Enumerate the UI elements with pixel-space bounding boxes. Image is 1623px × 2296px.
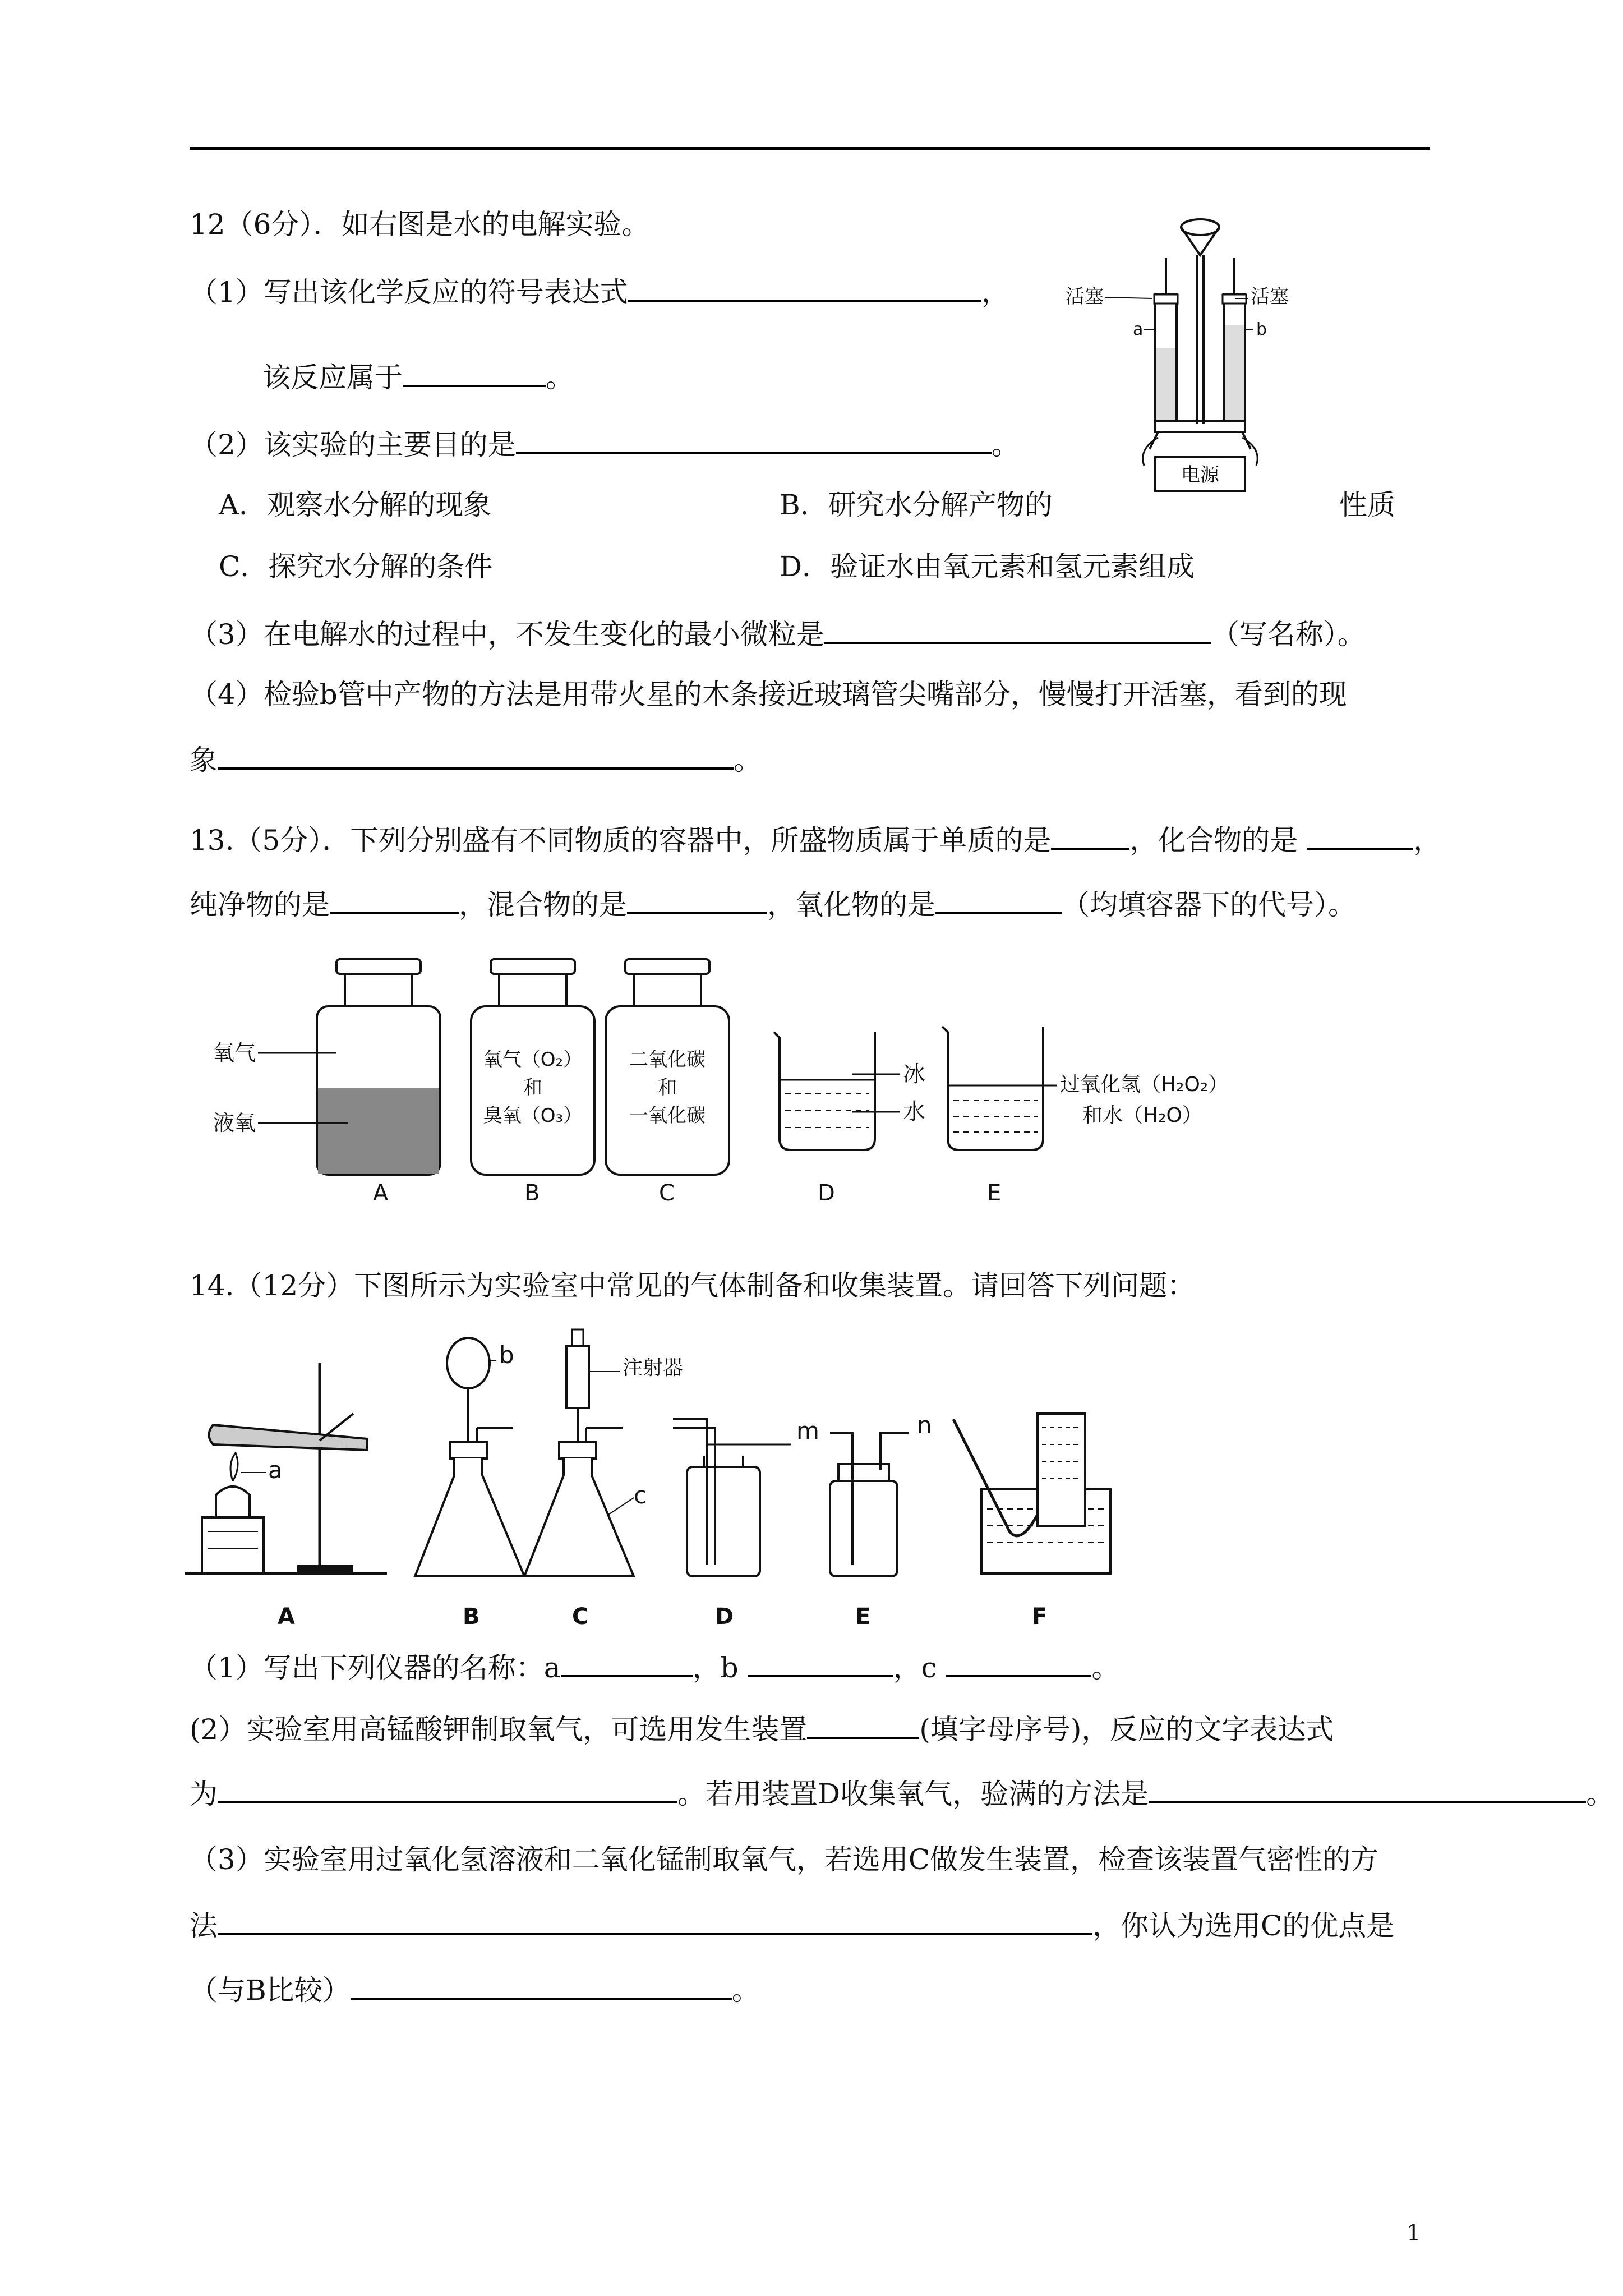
q12-part1: （1）写出该化学反应的符号表达式 ， bbox=[190, 274, 1009, 309]
container-b bbox=[471, 959, 594, 1206]
q12-part2: （2）该实验的主要目的是 。 bbox=[190, 426, 1020, 462]
svg-text:A: A bbox=[373, 1180, 389, 1206]
svg-text:液氧: 液氧 bbox=[213, 1111, 256, 1135]
q14-blank-device[interactable] bbox=[807, 1711, 919, 1739]
svg-text:F: F bbox=[1032, 1604, 1048, 1630]
q14-blank-equation[interactable] bbox=[218, 1775, 677, 1803]
q14-blank-airtight[interactable] bbox=[218, 1907, 1092, 1935]
tube-a-label: a bbox=[1133, 320, 1144, 339]
q12-option-a: A．观察水分解的现象 bbox=[219, 489, 492, 521]
q13-blank-compound[interactable] bbox=[1307, 822, 1413, 850]
apparatus-b bbox=[415, 1338, 524, 1630]
container-d bbox=[774, 1032, 925, 1206]
electrolysis-figure bbox=[1060, 202, 1295, 505]
svg-text:n: n bbox=[917, 1411, 932, 1439]
valve-left-label: 活塞 bbox=[1066, 286, 1104, 308]
svg-text:C: C bbox=[572, 1604, 589, 1630]
header-rule bbox=[190, 147, 1430, 150]
q14-blank-check-full[interactable] bbox=[1149, 1775, 1586, 1803]
container-a bbox=[213, 959, 440, 1206]
apparatus-c bbox=[524, 1329, 683, 1630]
q12-option-c: C．探究水分解的条件 bbox=[219, 550, 493, 583]
q13-blank-mixture[interactable] bbox=[627, 886, 767, 914]
apparatus-d bbox=[673, 1419, 791, 1630]
q12-part4-cont: 象 。 bbox=[190, 742, 762, 777]
svg-text:二氧化碳: 二氧化碳 bbox=[629, 1048, 706, 1071]
q14-blank-b[interactable] bbox=[748, 1649, 893, 1677]
svg-text:注射器: 注射器 bbox=[623, 1356, 684, 1379]
q13-line1: 13.（5分）．下列分别盛有不同物质的容器中，所盛物质属于单质的是 ，化合物的是 ， bbox=[190, 822, 1441, 857]
q14-part2: (2）实验室用高锰酸钾制取氧气，可选用发生装置 (填字母序号)，反应的文字表达式 bbox=[190, 1711, 1334, 1746]
apparatus-figure bbox=[185, 1329, 1150, 1644]
svg-text:C: C bbox=[659, 1180, 675, 1206]
containers-figure bbox=[208, 954, 1262, 1212]
q14-title: 14.（12分）下图所示为实验室中常见的气体制备和收集装置。请回答下列问题： bbox=[190, 1269, 1196, 1302]
svg-text:A: A bbox=[278, 1604, 295, 1630]
svg-text:氧气（O₂）: 氧气（O₂） bbox=[483, 1048, 583, 1071]
q14-part3-end: （与B比较） 。 bbox=[190, 1972, 760, 2007]
q12-p4-blank[interactable] bbox=[218, 742, 734, 770]
svg-text:B: B bbox=[524, 1180, 540, 1206]
q14-blank-c[interactable] bbox=[946, 1649, 1091, 1677]
svg-text:一氧化碳: 一氧化碳 bbox=[629, 1105, 706, 1127]
q14-blank-a[interactable] bbox=[561, 1649, 693, 1677]
q13-blank-pure[interactable] bbox=[330, 886, 459, 914]
q12-part3: （3）在电解水的过程中，不发生变化的最小微粒是 （写名称）。 bbox=[190, 616, 1366, 651]
svg-text:和: 和 bbox=[658, 1076, 677, 1099]
q14-part3-cont: 法 ，你认为选用C的优点是 bbox=[190, 1907, 1394, 1943]
container-c bbox=[606, 959, 729, 1206]
svg-text:m: m bbox=[796, 1417, 819, 1444]
q13-blank-element[interactable] bbox=[1051, 822, 1129, 850]
power-label: 电源 bbox=[1181, 464, 1219, 486]
q13-line2: 纯净物的是 ，混合物的是 ，氧化物的是 （均填容器下的代号）。 bbox=[190, 886, 1356, 922]
q12-option-b: B．研究水分解产物的 bbox=[780, 489, 1053, 521]
container-e bbox=[942, 1027, 1228, 1206]
q14-part3: （3）实验室用过氧化氢溶液和二氧化锰制取氧气，若选用C做发生装置，检查该装置气密性的方 bbox=[190, 1843, 1379, 1876]
q12-option-d: D．验证水由氧元素和氢元素组成 bbox=[780, 550, 1195, 583]
q13-blank-oxide[interactable] bbox=[935, 886, 1062, 914]
q12-p1b-blank[interactable] bbox=[403, 359, 546, 387]
tube-b-label: b bbox=[1256, 320, 1267, 339]
q12-part1b: 该反应属于 。 bbox=[262, 359, 574, 394]
svg-text:a: a bbox=[268, 1456, 283, 1484]
svg-text:E: E bbox=[855, 1604, 871, 1630]
svg-text:E: E bbox=[987, 1180, 1002, 1206]
q14-part1: （1）写出下列仪器的名称：a ，b ，c 。 bbox=[190, 1649, 1119, 1685]
svg-text:D: D bbox=[818, 1180, 835, 1206]
svg-text:冰: 冰 bbox=[903, 1061, 925, 1087]
svg-text:和: 和 bbox=[523, 1076, 542, 1099]
svg-text:D: D bbox=[715, 1604, 734, 1630]
svg-text:b: b bbox=[499, 1341, 514, 1369]
q12-option-b-tail: 性质 bbox=[1339, 489, 1395, 521]
apparatus-e bbox=[796, 1411, 932, 1630]
apparatus-f bbox=[953, 1414, 1110, 1630]
q14-blank-advantage[interactable] bbox=[351, 1972, 732, 2000]
svg-text:B: B bbox=[463, 1604, 480, 1630]
q14-part2-cont: 为 。若用装置D收集氧气，验满的方法是 。 bbox=[190, 1775, 1614, 1811]
page-number: 1 bbox=[1407, 2220, 1421, 2246]
valve-right-label: 活塞 bbox=[1251, 286, 1289, 308]
svg-text:c: c bbox=[634, 1481, 647, 1509]
svg-text:氧气: 氧气 bbox=[213, 1041, 256, 1065]
svg-text:水: 水 bbox=[903, 1099, 925, 1125]
q12-p3-blank[interactable] bbox=[824, 616, 1211, 644]
svg-text:臭氧（O₃）: 臭氧（O₃） bbox=[483, 1105, 583, 1127]
svg-text:过氧化氢（H₂O₂）: 过氧化氢（H₂O₂） bbox=[1060, 1073, 1229, 1096]
q12-title: 12（6分）．如右图是水的电解实验。 bbox=[190, 208, 650, 241]
q12-p2-blank[interactable] bbox=[516, 426, 992, 454]
q12-p1-blank[interactable] bbox=[628, 274, 981, 302]
q12-part4: （4）检验b管中产物的方法是用带火星的木条接近玻璃管尖嘴部分，慢慢打开活塞，看到的现 bbox=[190, 678, 1347, 711]
svg-text:和水（H₂O）: 和水（H₂O） bbox=[1082, 1104, 1202, 1127]
apparatus-a bbox=[185, 1363, 387, 1630]
